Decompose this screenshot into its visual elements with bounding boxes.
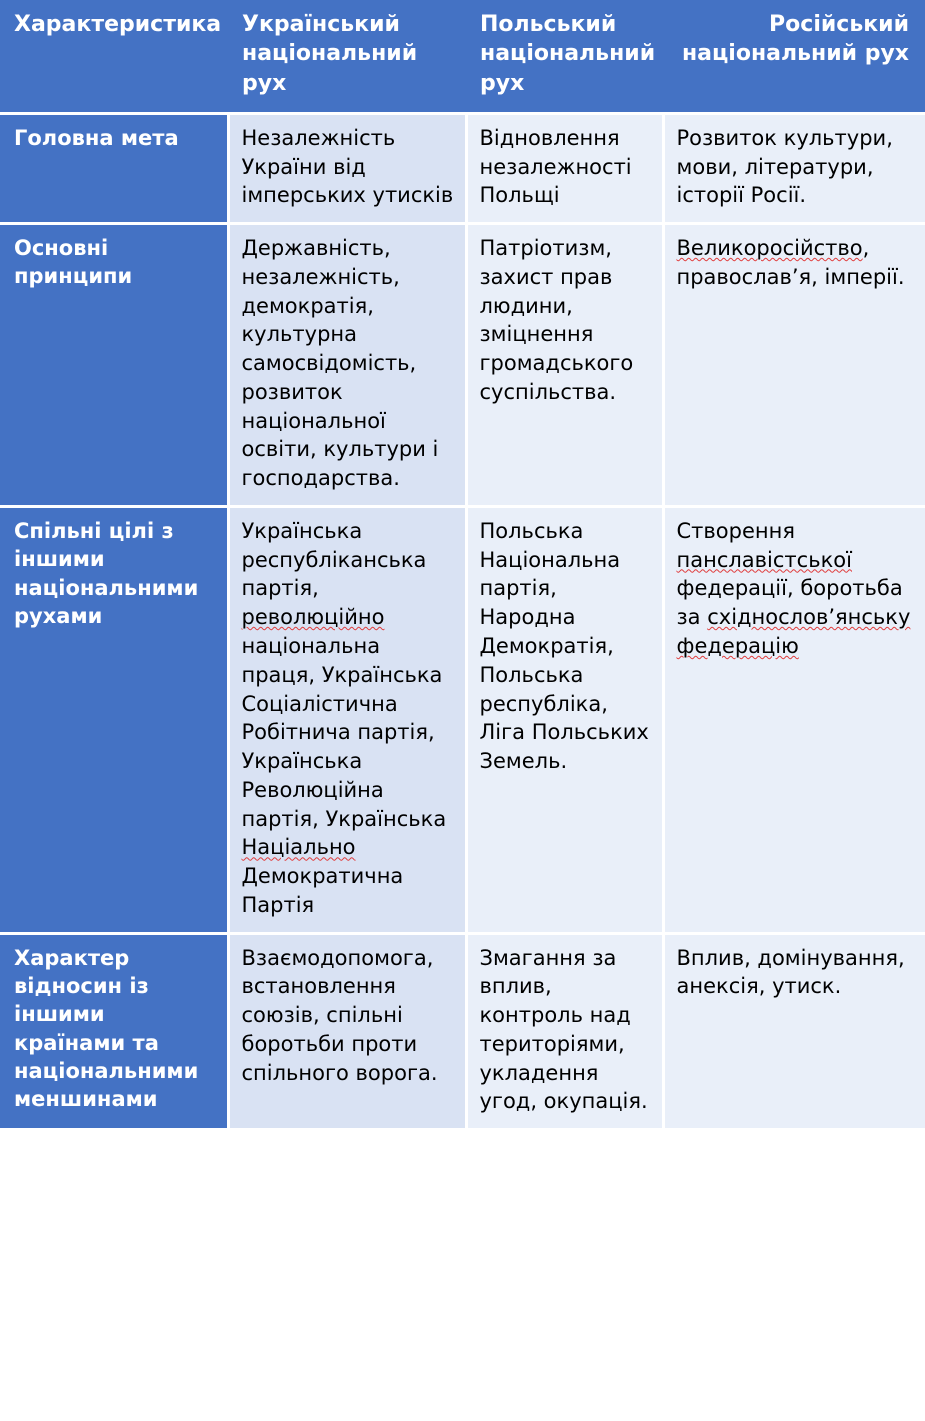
cell-main-principles-polish: Патріотизм, захист прав людини, зміцнення громадського суспільства. <box>466 224 663 507</box>
cell-main-goal-russian: Розвиток культури, мови, літератури, історії Росії. <box>663 113 925 223</box>
cell-shared-goals-russian: Створення панславістської федерації, боротьба за східнослов’янську федерацію <box>663 506 925 933</box>
row-header-shared-goals: Спільні цілі з іншими національними рухами <box>0 506 228 933</box>
table-header-row-group <box>0 0 925 113</box>
spellcheck-word: Націально <box>241 835 356 860</box>
cell-main-principles-ukrainian: Державність, незалежність, демократія, культурна самосвідомість, розвиток національної освіти, культури і господарства. <box>228 224 466 507</box>
table-row <box>0 933 925 1128</box>
table-row <box>0 224 925 507</box>
column-header-russian-movement: Російський національний рух <box>663 0 925 113</box>
spellcheck-word: революційно <box>241 605 385 630</box>
row-header-main-goal: Головна мета <box>0 113 228 223</box>
cell-relations-ukrainian: Взаємодопомога, встановлення союзів, спільні боротьби проти спільного ворога. <box>228 933 466 1128</box>
row-header-main-principles: Основні принципи <box>0 224 228 507</box>
column-header-polish-movement: Польський національний рух <box>466 0 663 113</box>
spellcheck-word: східнослов’янську <box>707 605 911 630</box>
spellcheck-word: Великоросійство <box>676 236 863 261</box>
table-body <box>0 113 925 1128</box>
spellcheck-word: федерацію <box>676 634 799 658</box>
table-row <box>0 506 925 933</box>
column-header-ukrainian-movement: Український національний рух <box>228 0 466 113</box>
cell-main-goal-polish: Відновлення незалежності Польщі <box>466 113 663 223</box>
column-header-characteristic: Характеристика <box>0 0 228 113</box>
cell-main-principles-russian: Великоросійство, православ’я, імперії. <box>663 224 925 507</box>
spellcheck-word: панславістської <box>676 547 852 572</box>
cell-relations-polish: Змагання за вплив, контроль над територіями, укладення угод, окупація. <box>466 933 663 1128</box>
cell-main-goal-ukrainian: Незалежність України від імперських утисків <box>228 113 466 223</box>
cell-relations-russian: Вплив, домінування, анексія, утиск. <box>663 933 925 1128</box>
table-header-row <box>0 0 925 113</box>
cell-shared-goals-ukrainian: Українська республіканська партія, революційно національна праця, Українська Соціалістична Робітнича партія, Українська Революційна партія, Українська Націально Демократична Партія <box>228 506 466 933</box>
cell-shared-goals-polish: Польська Національна партія, Народна Демократія, Польська республіка, Ліга Польських Земель. <box>466 506 663 933</box>
row-header-relations-character: Характер відносин із іншими країнами та національними меншинами <box>0 933 228 1128</box>
table-row <box>0 113 925 223</box>
